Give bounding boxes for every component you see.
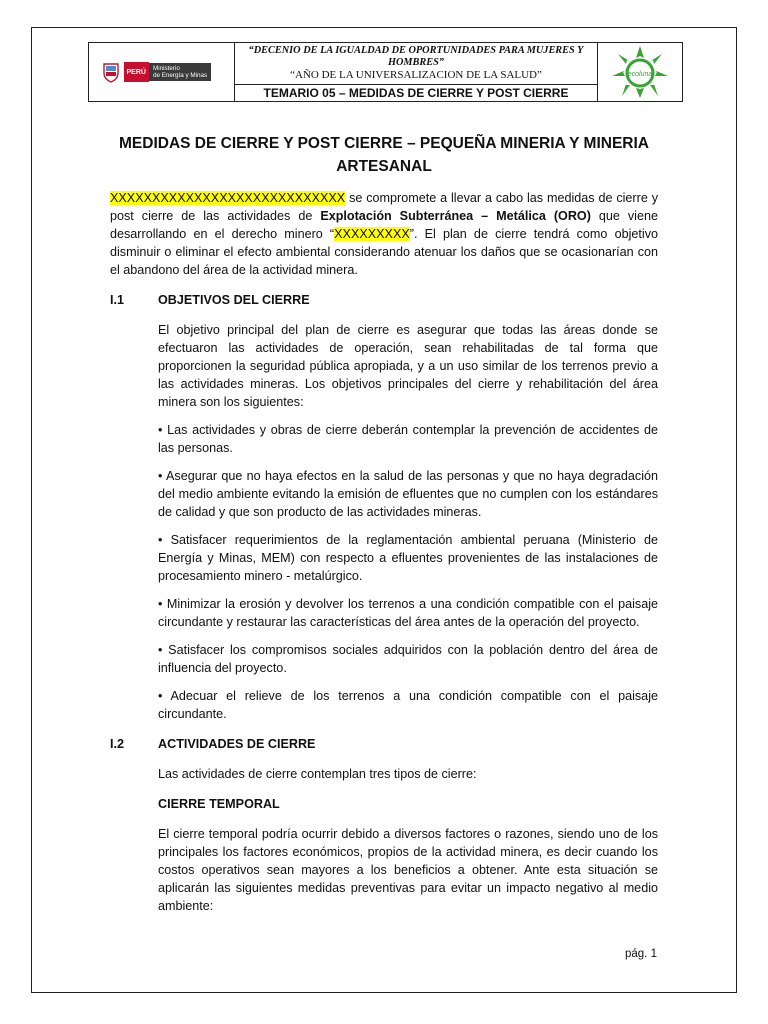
eco-logo-cell xyxy=(598,43,683,102)
cierre-temporal-paragraph: El cierre temporal podría ocurrir debido a diversos factores o razones, siendo uno de los principales los factores económicos, propios de la actividad minera, es decir cuando los costos operativos sean mayores a los beneficios a obtener. Ante esta situación se aplicarán las siguientes medidas preventivas para evitar un impacto negativo al medio ambiente: xyxy=(158,827,658,913)
objetivos-paragraph: El objetivo principal del plan de cierre es asegurar que todas las áreas donde se efectuaron las actividades de operación, sean rehabilitadas de tal forma que proporcionen la seguridad pública apropiada, y a un uso similar de los terrenos previo a las actividades mineras. Los objetivos principales del cierre y rehabilitación del área minera son los siguientes: xyxy=(158,323,658,409)
activity-type: Explotación Subterránea – Metálica (ORO) xyxy=(320,209,591,223)
decenio-text: “DECENIO DE LA IGUALDAD DE OPORTUNIDADES PARA MUJERES Y HOMBRES” xyxy=(248,45,584,69)
ministry-logo xyxy=(101,57,223,87)
page-number: pág. 1 xyxy=(625,948,657,960)
decenio-cell xyxy=(235,43,598,85)
ministry-name xyxy=(149,63,211,81)
document-header xyxy=(88,42,683,102)
intro-paragraph xyxy=(110,189,658,279)
intro-text-3: ”. El plan de cierre tendrá como objetivo disminuir o eliminar el efecto ambiental considerando atenuar los daños que se ocasionarían con el abandono del área de la actividad minera. xyxy=(110,227,658,277)
document-title: MEDIDAS DE CIERRE Y POST CIERRE – PEQUEÑA MINERIA Y MINERIA ARTESANAL xyxy=(119,135,649,175)
section-number: I.1 xyxy=(110,293,125,307)
ministry-line-2: de Energía y Minas xyxy=(152,72,208,79)
temario-title: TEMARIO 05 – MEDIDAS DE CIERRE Y POST CIERRE xyxy=(235,84,598,101)
intro-text-1: se compromete a llevar a cabo las medidas de cierre y post cierre de las actividades de xyxy=(110,191,658,223)
ministry-logo-cell xyxy=(89,43,235,102)
eco-logo-wordmark: ecoluna xyxy=(627,71,653,78)
list-item: • Asegurar que no haya efectos en la salud de las personas y que no haya degradación del medio ambiente evitando la emisión de efluentes que no cumplen con los estándares de calidad y que son producto de las actividades mineras. xyxy=(158,469,658,519)
cierre-temporal-heading: CIERRE TEMPORAL xyxy=(158,797,280,811)
section-heading-objetivos xyxy=(110,291,658,309)
document-body xyxy=(110,132,658,915)
list-item: • Minimizar la erosión y devolver los terrenos a una condición compatible con el paisaje circundante y restaurar las características del área antes de la operación del proyecto. xyxy=(158,597,658,629)
actividades-paragraph: Las actividades de cierre contemplan tres tipos de cierre: xyxy=(158,767,477,781)
ministry-line-1: Ministerio xyxy=(152,65,180,72)
section-title: OBJETIVOS DEL CIERRE xyxy=(158,293,310,307)
list-item: • Las actividades y obras de cierre deberán contemplar la prevención de accidentes de las personas. xyxy=(158,423,658,455)
section-heading-actividades xyxy=(110,735,658,753)
objetivos-block xyxy=(158,321,658,723)
intro-text-2: que viene desarrollando en el derecho minero “ xyxy=(110,209,658,241)
eco-logo xyxy=(598,44,682,100)
peru-shield-icon xyxy=(101,61,121,83)
actividades-block xyxy=(158,765,658,915)
peru-label: PERÚ xyxy=(124,62,149,82)
anio-text: “AÑO DE LA UNIVERSALIZACION DE LA SALUD” xyxy=(290,69,542,82)
section-title: ACTIVIDADES DE CIERRE xyxy=(158,737,316,751)
mining-right-placeholder: XXXXXXXXX xyxy=(334,227,410,241)
list-item: • Adecuar el relieve de los terrenos a una condición compatible con el paisaje circundante. xyxy=(158,689,658,721)
company-placeholder: XXXXXXXXXXXXXXXXXXXXXXXXXXXX xyxy=(110,191,346,205)
list-item: • Satisfacer los compromisos sociales adquiridos con la población dentro del área de influencia del proyecto. xyxy=(158,643,658,675)
section-number: I.2 xyxy=(110,737,125,751)
list-item: • Satisfacer requerimientos de la reglamentación ambiental peruana (Ministerio de Energía y Minas, MEM) con respecto a efluentes provenientes de las instalaciones de procesamiento minero - metalúrgico. xyxy=(158,533,658,583)
